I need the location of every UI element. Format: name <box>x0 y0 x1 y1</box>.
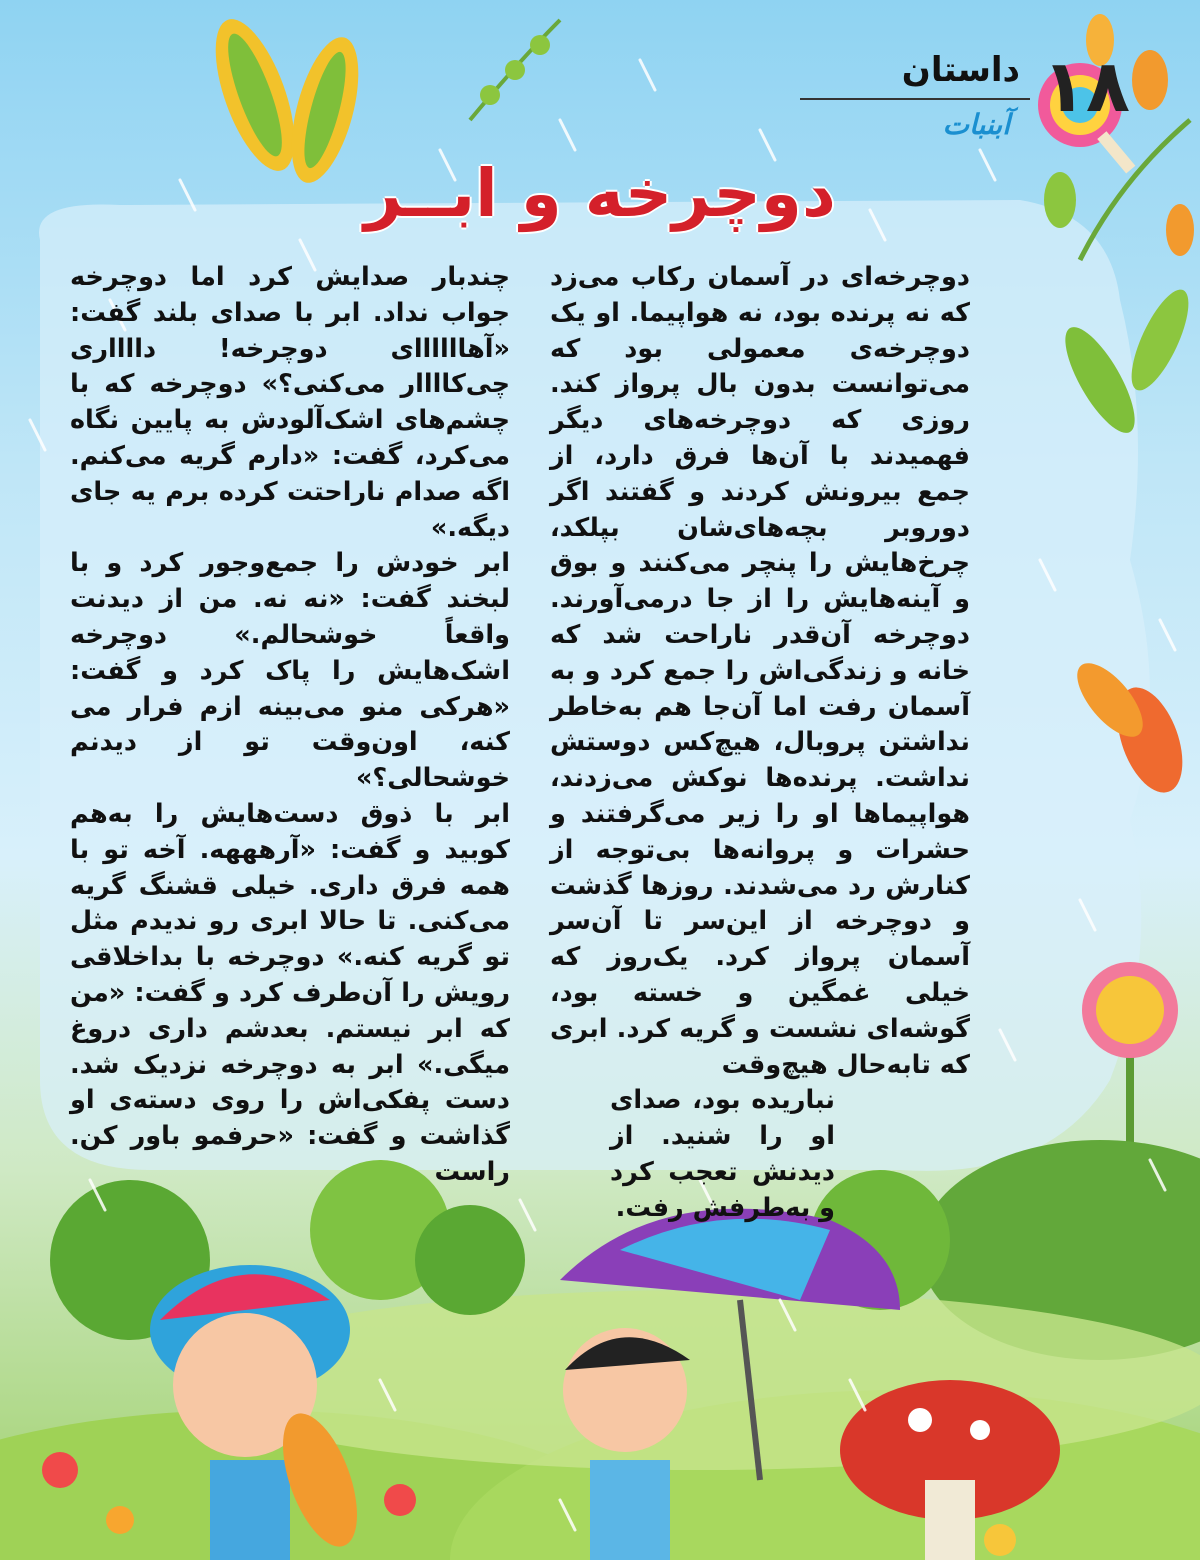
page-header <box>800 44 1130 150</box>
paragraph: نباریده بود، صدای او را شنید. از دیدنش تعجب کرد و به‌طرفش رفت. <box>610 1085 835 1223</box>
paragraph: ابر خودش را جمع‌وجور کرد و با لبخند گفت: «نه نه. من از دیدنت واقعاً خوشحالم.» دوچرخه اشک‌هایش را پاک کرد و گفت: «هرکی منو می‌بینه ازم فرار می کنه، اون‌وقت تو از دیدنم خوشحالی؟» <box>70 548 510 794</box>
page-number: ۱۸ <box>1042 44 1130 128</box>
text-column-right <box>550 260 970 1227</box>
section-label: داستان <box>901 50 1020 90</box>
paragraph: دوچرخه‌ای در آسمان رکاب می‌زد که نه پرنده بود، نه هواپیما. او یک دوچرخه‌ی معمولی بود که می‌توانست بدون بال پرواز کند. روزی که دوچرخه‌های دیگر فهمیدند با آن‌ها فرق دارد، از جمع بیرونش کردند و گفتند اگر دوروبر بچه‌های‌شان بپلکد، چرخ‌هایش را پنچر می‌کنند و بوق و آینه‌هایش را از جا درمی‌آورند. دوچرخه آن‌قدر ناراحت شد که خانه و زندگی‌اش را جمع کرد و به آسمان رفت اما آن‌جا هم به‌خاطر نداشتن پروبال، هیچ‌کس دوستش نداشت. پرنده‌ها نوکش می‌زدند، هواپیماها او را زیر می‌گرفتند و حشرات و پروانه‌ها بی‌توجه از کنارش رد می‌شدند. روزها گذشت و دوچرخه از این‌سر تا آن‌سر آسمان پرواز کرد. یک‌روز که خیلی غمگین و خسته بود، گوشه‌ای نشست و گریه کرد. ابری که تابه‌حال هیچ‌وقت <box>550 262 970 1080</box>
magazine-logo: آبنبات <box>942 108 1010 141</box>
paragraph: چندبار صدایش کرد اما دوچرخه جواب نداد. ابر با صدای بلند گفت: «آهاااااای دوچرخه! دااااری چی‌کاااار می‌کنی؟» دوچرخه که با چشم‌های اشک‌آلودش به پایین نگاه می‌کرد، گفت: «دارم گریه می‌کنم. اگه صدام ناراحتت کرده برم یه جای دیگه.» <box>70 262 510 543</box>
text-column-left <box>70 260 510 1191</box>
story-title: دوچرخه و ابــر <box>364 155 836 232</box>
paragraph: ابر با ذوق دست‌هایش را به‌هم کوبید و گفت: «آرهههه. آخه تو با همه فرق داری. خیلی قشنگ گریه می‌کنی. تا حالا ابری رو ندیدم مثل تو گریه کنه.» دوچرخه با بداخلاقی رویش را آن‌طرف کرد و گفت: «من که ابر نیستم. بعدشم داری دروغ میگی.» ابر به دوچرخه نزدیک شد. دست پفکی‌اش را روی دسته‌ی او گذاشت و گفت: «حرفمو باور کن. راست <box>70 798 510 1187</box>
header-divider <box>800 98 1030 100</box>
